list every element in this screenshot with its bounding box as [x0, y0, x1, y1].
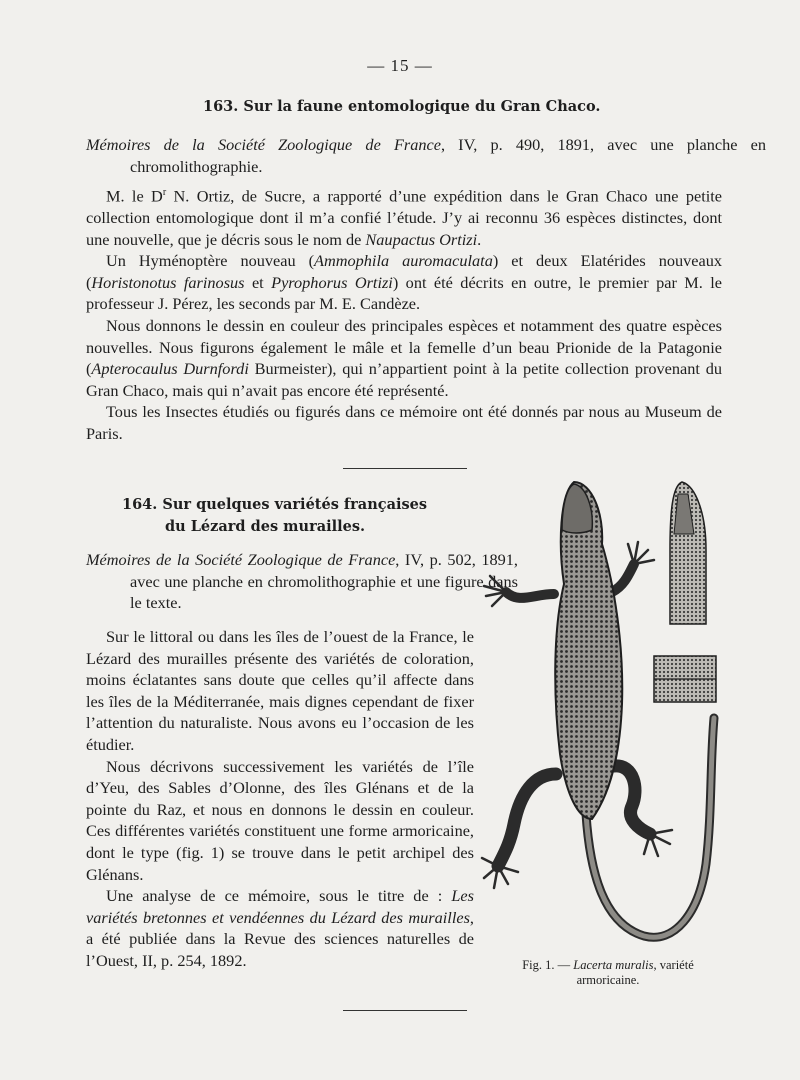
lizard-illustration [474, 474, 730, 958]
page-number: — 15 — [367, 56, 433, 75]
section-163-paragraph-4: Tous les Insectes étudiés ou figurés dans ce mémoire ont été donnés par nous au Museum de Paris. [86, 402, 722, 443]
section-163-body [86, 182, 722, 445]
figure-caption: Fig. 1. — Lacerta muralis, variété armoricaine. [522, 958, 694, 987]
section-163-paragraph-3: Nous donnons le dessin en couleur des principales espèces et notamment des quatre espèces nouvelles. Nous figurons également le mâle et la femelle d’un beau Prionide de la Patagonie (Apterocaulus Durnfordi Burmeister), qui n’appartient point à la petite collection provenant du Gran Chaco, mais qui n’avait pas encore été représenté. [86, 315, 722, 400]
bottom-divider [343, 1010, 467, 1011]
section-divider [343, 468, 467, 469]
section-164-paragraph-2: Nous décrivons successivement les variétés de l’île d’Yeu, des Sables d’Olonne, des îles Glénans et de la pointe du Raz, et nous en donnons le dessin en couleur. Ces différentes variétés constituent une forme armoricaine, dont le type (fig. 1) se trouve dans le petit archipel des Glénans. [86, 756, 474, 884]
section-163-title: 163. Sur la faune entomologique du Gran Chaco. [203, 98, 601, 115]
section-164-reference: Mémoires de la Société Zoologique de France, IV, p. 502, 1891, avec une planche en chromolithographie et une figure dans le texte. [86, 550, 518, 613]
section-163-reference: Mémoires de la Société Zoologique de France, IV, p. 490, 1891, avec une planche en chromolithographie. [86, 135, 766, 176]
section-164-paragraph-3: Une analyse de ce mémoire, sous le titre de : Les variétés bretonnes et vendéennes du Lézard des murailles, a été publiée dans la Revue des sciences naturelles de l’Ouest, II, p. 254, 1892. [86, 886, 474, 970]
section-164-title-line-2: du Lézard des murailles. [165, 518, 366, 535]
section-164-paragraph-1: Sur le littoral ou dans les îles de l’ouest de la France, le Lézard des murailles présente des variétés de coloration, moins éclatantes sans doute que celles qu’il affecte dans les îles de la Méditerranée, mais dignes cependant de fixer l’attention du naturaliste. Nous avons eu l’occasion de les étudier. [86, 627, 474, 754]
section-164-title-line-1: 164. Sur quelques variétés françaises [122, 496, 428, 513]
journal-name: Mémoires de la Société Zoologique de France [86, 550, 396, 569]
section-163-paragraph-1: M. le $D^r$ N. Ortiz, de Sucre, a rapporté d’une expédition dans le Gran Chaco une petite collection entomologique dont il m’a confié l’étude. J’y ai reconnu 36 espèces distinctes, dont une nouvelle, que je décris sous le nom de Naupactus Ortizi. [86, 186, 722, 249]
journal-name: Mémoires de la Société Zoologique de France [86, 135, 441, 154]
section-164-body [86, 626, 474, 972]
section-163-paragraph-2: Un Hyménoptère nouveau (Ammophila auromaculata) et deux Elatérides nouveaux (Horistonotus farinosus et Pyrophorus Ortizi) ont été décrits en outre, le premier par M. le professeur J. Pérez, les seconds par M. E. Candèze. [86, 251, 723, 314]
